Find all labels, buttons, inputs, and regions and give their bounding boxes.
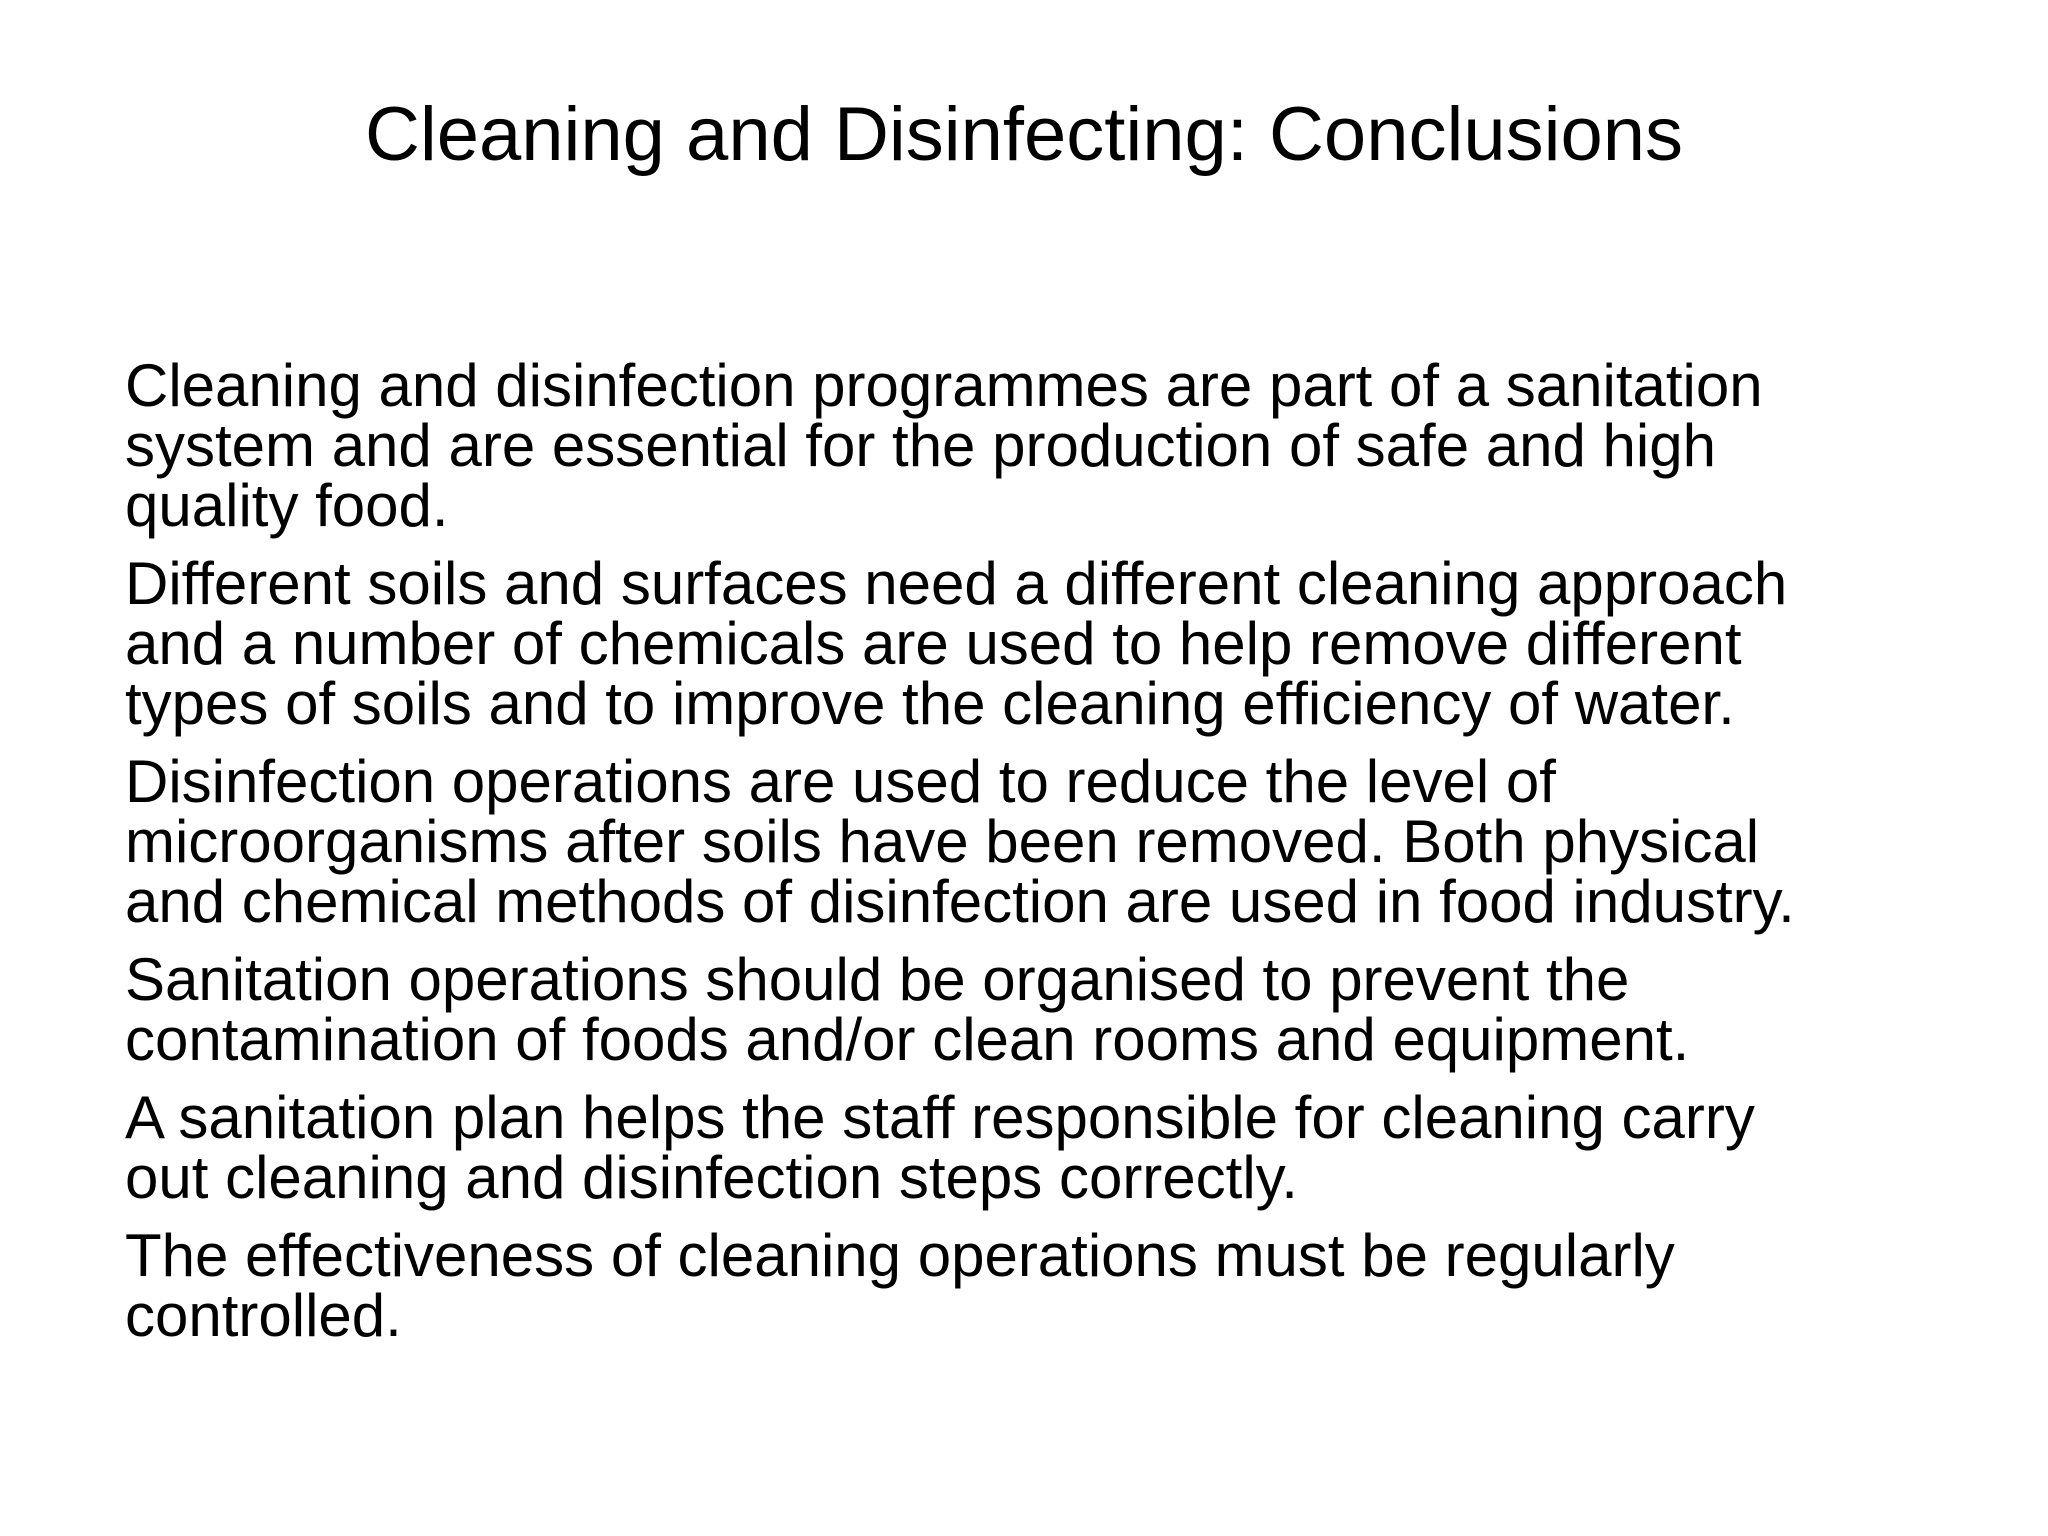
text-line: Cleaning and disinfection programmes are part of a sanitation [125,352,1763,419]
text-line: A sanitation plan helps the staff responsible for cleaning carry [125,1084,1755,1151]
text-line: Disinfection operations are used to reduce the level of [125,748,1556,815]
paragraph-sanitation-plan [125,1084,2005,1211]
paragraph-cleaning-approach [125,550,2005,737]
text-line: out cleaning and disinfection steps correctly. [125,1144,1298,1211]
paragraph-sanitation-system [125,352,2005,539]
text-line: controlled. [125,1282,402,1349]
slide-body [125,352,2005,1364]
paragraph-effectiveness [125,1222,2005,1349]
text-line: and a number of chemicals are used to help remove different [125,610,1742,677]
text-line: microorganisms after soils have been removed. Both physical [125,808,1760,875]
text-line: types of soils and to improve the cleaning efficiency of water. [125,670,1735,737]
text-line: and chemical methods of disinfection are used in food industry. [125,868,1795,935]
slide-title: Cleaning and Disinfecting: Conclusions [364,92,1684,177]
text-line: Sanitation operations should be organised to prevent the [125,946,1630,1013]
text-line: Different soils and surfaces need a different cleaning approach [125,550,1788,617]
text-line: system and are essential for the production of safe and high [125,412,1716,479]
paragraph-sanitation-operations [125,946,2005,1073]
text-line: contamination of foods and/or clean rooms and equipment. [125,1006,1690,1073]
paragraph-disinfection-operations [125,748,2005,935]
text-line: The effectiveness of cleaning operations must be regularly [125,1222,1675,1289]
text-line: quality food. [125,472,449,539]
